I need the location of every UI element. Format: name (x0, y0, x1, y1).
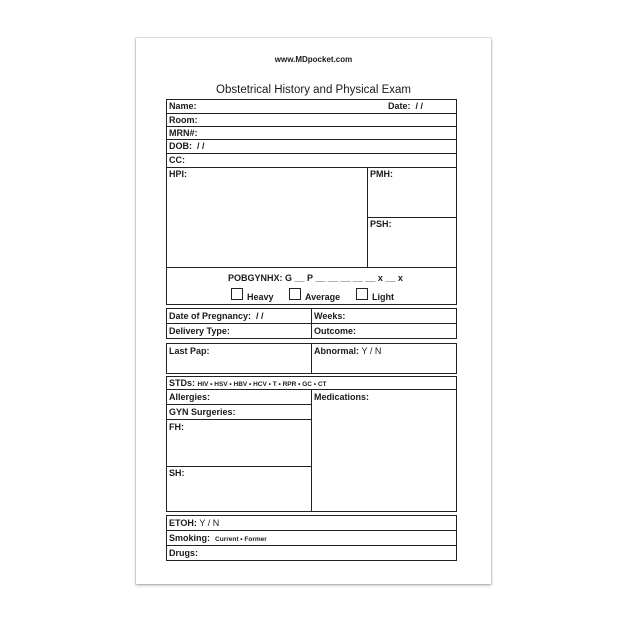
dob-field[interactable]: DOB: / / (169, 141, 205, 151)
name-field[interactable]: Name: (169, 101, 197, 111)
hpi-field[interactable]: HPI: (169, 169, 187, 179)
delivery-type-field[interactable]: Delivery Type: (169, 326, 230, 336)
room-field[interactable]: Room: (169, 115, 198, 125)
website-url: www.MDpocket.com (274, 55, 353, 64)
form-title: Obstetrical History and Physical Exam (216, 84, 411, 96)
heavy-checkbox[interactable] (231, 288, 243, 300)
pobgynhx-field[interactable]: POBGYNHX: G __ P __ __ __ __ __ x __ x (228, 273, 403, 283)
stds-field[interactable]: STDs: HIV • HSV • HBV • HCV • T • RPR • GC • CT (169, 378, 327, 388)
psh-field[interactable]: PSH: (370, 219, 392, 229)
heavy-label: Heavy (247, 292, 274, 302)
average-checkbox[interactable] (289, 288, 301, 300)
date-field[interactable]: Date: / / (388, 101, 424, 111)
fh-field[interactable]: FH: (169, 422, 184, 432)
sh-field[interactable]: SH: (169, 468, 185, 478)
drugs-field[interactable]: Drugs: (169, 548, 198, 558)
average-label: Average (305, 292, 341, 302)
mrn-field[interactable]: MRN#: (169, 128, 198, 138)
last-pap-field[interactable]: Last Pap: (169, 346, 210, 356)
exam-form-card (136, 38, 491, 584)
cc-field[interactable]: CC: (169, 155, 185, 165)
light-checkbox[interactable] (356, 288, 368, 300)
outcome-field[interactable]: Outcome: (314, 326, 357, 336)
light-label: Light (372, 292, 394, 302)
etoh-field[interactable]: ETOH: Y / N (169, 518, 220, 528)
allergies-field[interactable]: Allergies: (169, 392, 211, 402)
weeks-field[interactable]: Weeks: (314, 311, 346, 321)
gyn-surgeries-field[interactable]: GYN Surgeries: (169, 407, 236, 417)
smoking-field[interactable]: Smoking: Current • Former (169, 533, 267, 543)
pmh-field[interactable]: PMH: (370, 169, 393, 179)
date-of-pregnancy-field[interactable]: Date of Pregnancy: / / (169, 311, 264, 321)
medications-field[interactable]: Medications: (314, 392, 370, 402)
abnormal-field[interactable]: Abnormal: Y / N (314, 346, 382, 356)
